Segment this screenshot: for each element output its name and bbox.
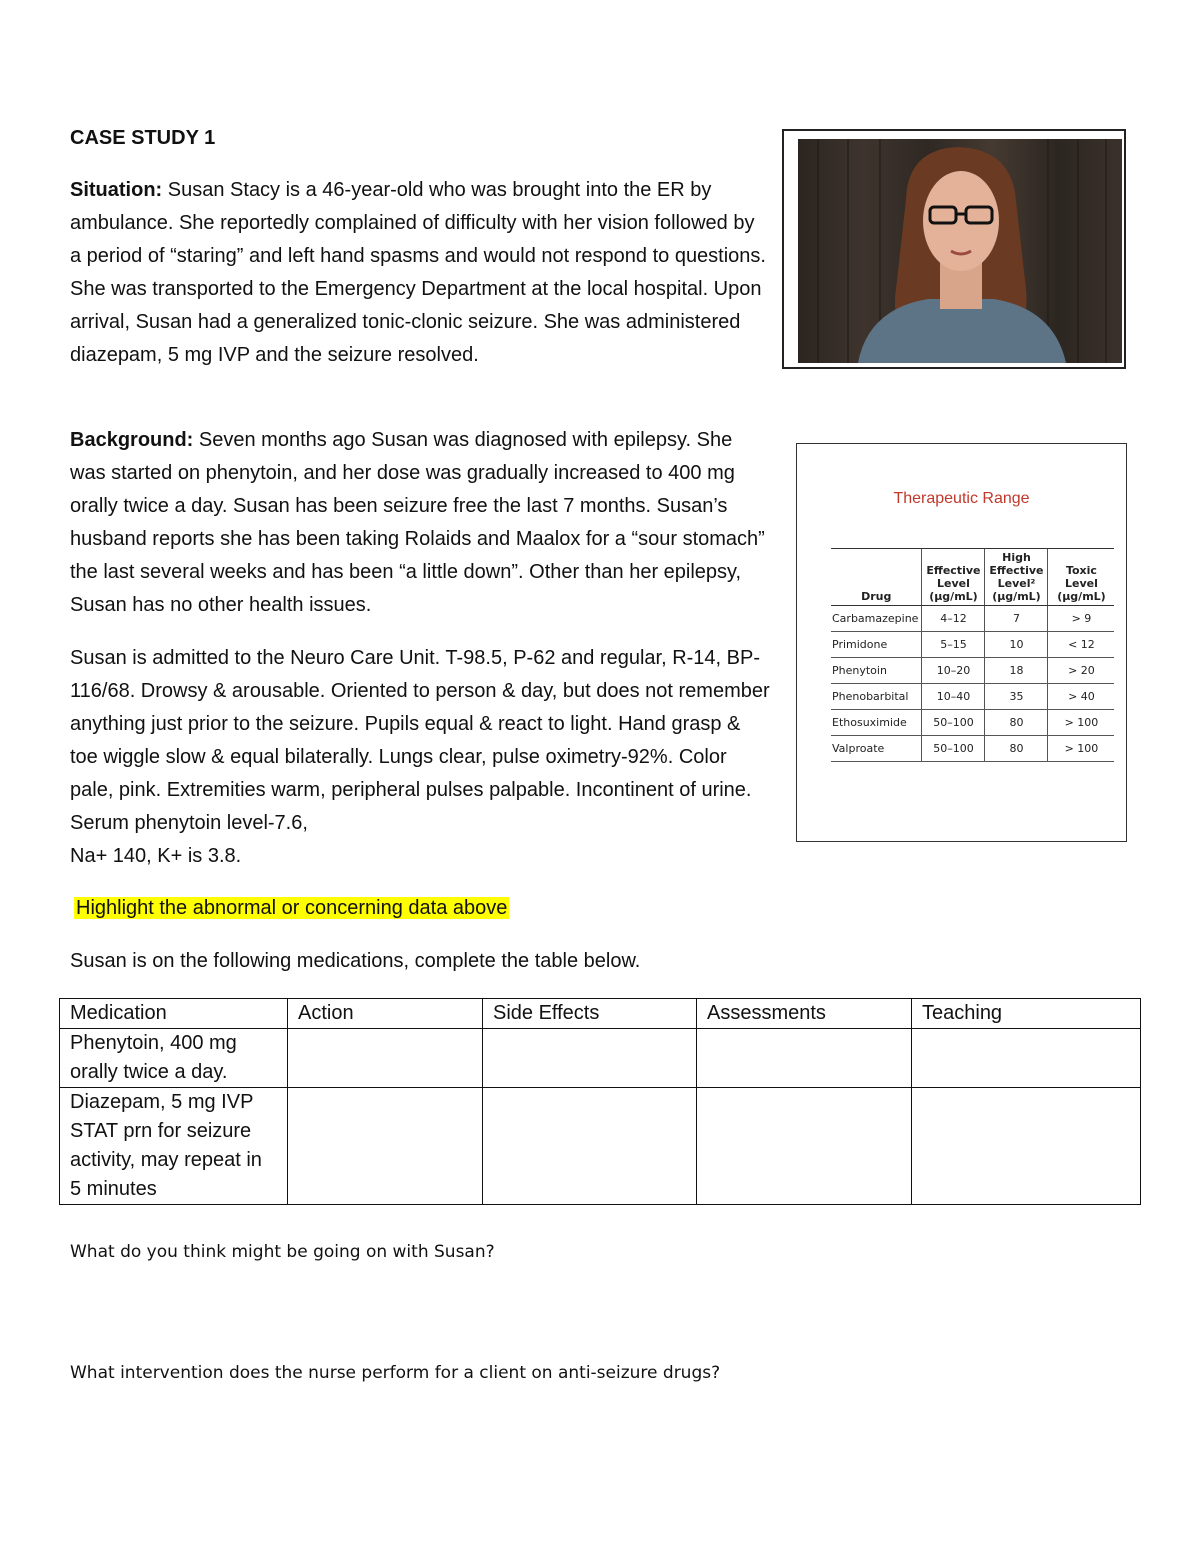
therapeutic-cell: > 100 bbox=[1048, 736, 1115, 762]
therapeutic-range-table bbox=[831, 548, 1114, 762]
therapeutic-row bbox=[831, 632, 1114, 658]
therapeutic-cell: 5–15 bbox=[922, 632, 985, 658]
admission-text-labs: Na+ 140, K+ is 3.8. bbox=[70, 845, 242, 867]
therapeutic-cell: 80 bbox=[985, 736, 1048, 762]
therapeutic-cell: Carbamazepine bbox=[831, 606, 922, 632]
side-effects-cell[interactable] bbox=[483, 1029, 697, 1088]
background-paragraph bbox=[70, 424, 770, 622]
therapeutic-cell: 35 bbox=[985, 684, 1048, 710]
therapeutic-row bbox=[831, 606, 1114, 632]
case-study-title: CASE STUDY 1 bbox=[70, 127, 216, 149]
highlight-instruction bbox=[74, 893, 509, 923]
action-cell[interactable] bbox=[288, 1029, 483, 1088]
question-intervention: What intervention does the nurse perform for a client on anti-seizure drugs? bbox=[70, 1363, 721, 1383]
medications-table bbox=[59, 998, 1141, 1205]
medications-header-action: Action bbox=[288, 999, 483, 1029]
therapeutic-cell: Valproate bbox=[831, 736, 922, 762]
medications-header-side-effects: Side Effects bbox=[483, 999, 697, 1029]
admission-text: Susan is admitted to the Neuro Care Unit. T-98.5, P-62 and regular, R-14, BP-116/68. Drowsy & arousable. Oriented to person & day, but does not remember anything just prior to the seizure. Pupils equal & react to light. Hand grasp & toe wiggle slow & equal bilaterally. Lungs clear, pulse oximetry-92%. Color pale, pink. Extremities warm, peripheral pulses palpable. Incontinent of urine. Serum phenytoin level-7.6, bbox=[70, 647, 770, 834]
therapeutic-cell: 10–40 bbox=[922, 684, 985, 710]
question-susan: What do you think might be going on with Susan? bbox=[70, 1242, 495, 1262]
therapeutic-cell: 50–100 bbox=[922, 710, 985, 736]
therapeutic-cell: > 20 bbox=[1048, 658, 1115, 684]
therapeutic-cell: > 40 bbox=[1048, 684, 1115, 710]
background-label: Background: bbox=[70, 429, 194, 451]
therapeutic-cell: > 9 bbox=[1048, 606, 1115, 632]
medications-header-medication: Medication bbox=[60, 999, 288, 1029]
therapeutic-range-title: Therapeutic Range bbox=[893, 490, 1030, 507]
table-row bbox=[60, 1088, 1141, 1205]
side-effects-cell[interactable] bbox=[483, 1088, 697, 1205]
teaching-cell[interactable] bbox=[912, 1088, 1141, 1205]
patient-photo-frame bbox=[782, 129, 1126, 369]
situation-text: Susan Stacy is a 46-year-old who was brought into the ER by ambulance. She reportedly complained of difficulty with her vision followed by a period of “staring” and left hand spasms and would not respond to questions. She was transported to the Emergency Department at the local hospital. Upon arrival, Susan had a generalized tonic-clonic seizure. She was administered diazepam, 5 mg IVP and the seizure resolved. bbox=[70, 179, 766, 366]
therapeutic-cell: Primidone bbox=[831, 632, 922, 658]
action-cell[interactable] bbox=[288, 1088, 483, 1205]
therapeutic-cell: > 100 bbox=[1048, 710, 1115, 736]
medication-cell: Phenytoin, 400 mg orally twice a day. bbox=[60, 1029, 288, 1088]
therapeutic-cell: Phenytoin bbox=[831, 658, 922, 684]
therapeutic-header-effective: Effective Level (µg/mL) bbox=[922, 549, 985, 606]
therapeutic-cell: < 12 bbox=[1048, 632, 1115, 658]
medication-cell: Diazepam, 5 mg IVP STAT prn for seizure activity, may repeat in 5 minutes bbox=[60, 1088, 288, 1205]
therapeutic-cell: Phenobarbital bbox=[831, 684, 922, 710]
therapeutic-row bbox=[831, 684, 1114, 710]
therapeutic-cell: 4–12 bbox=[922, 606, 985, 632]
therapeutic-cell: 10–20 bbox=[922, 658, 985, 684]
therapeutic-header-row bbox=[831, 549, 1114, 606]
therapeutic-cell: 10 bbox=[985, 632, 1048, 658]
assessments-cell[interactable] bbox=[697, 1029, 912, 1088]
medications-header-row bbox=[60, 999, 1141, 1029]
table-row bbox=[60, 1029, 1141, 1088]
therapeutic-range-figure bbox=[796, 443, 1127, 842]
medications-header-assessments: Assessments bbox=[697, 999, 912, 1029]
therapeutic-header-high: High Effective Level² (µg/mL) bbox=[985, 549, 1048, 606]
therapeutic-row bbox=[831, 710, 1114, 736]
therapeutic-cell: 50–100 bbox=[922, 736, 985, 762]
therapeutic-cell: 7 bbox=[985, 606, 1048, 632]
therapeutic-row bbox=[831, 736, 1114, 762]
patient-photo bbox=[798, 139, 1122, 363]
medications-header-teaching: Teaching bbox=[912, 999, 1141, 1029]
therapeutic-header-drug: Drug bbox=[831, 549, 922, 606]
medications-intro: Susan is on the following medications, complete the table below. bbox=[70, 950, 641, 972]
patient-portrait-illustration bbox=[798, 139, 1122, 363]
therapeutic-row bbox=[831, 658, 1114, 684]
admission-paragraph bbox=[70, 642, 770, 873]
highlight-instruction-text: Highlight the abnormal or concerning data above bbox=[76, 897, 508, 919]
situation-paragraph bbox=[70, 174, 770, 372]
teaching-cell[interactable] bbox=[912, 1029, 1141, 1088]
therapeutic-cell: 80 bbox=[985, 710, 1048, 736]
therapeutic-cell: Ethosuximide bbox=[831, 710, 922, 736]
assessments-cell[interactable] bbox=[697, 1088, 912, 1205]
background-text: Seven months ago Susan was diagnosed with epilepsy. She was started on phenytoin, and her dose was gradually increased to 400 mg orally twice a day. Susan has been seizure free the last 7 months. Susan’s husband reports she has been taking Rolaids and Maalox for a “sour stomach” the last several weeks and has been “a little down”. Other than her epilepsy, Susan has no other health issues. bbox=[70, 429, 765, 616]
situation-label: Situation: bbox=[70, 179, 163, 201]
therapeutic-header-toxic: Toxic Level (µg/mL) bbox=[1048, 549, 1115, 606]
therapeutic-cell: 18 bbox=[985, 658, 1048, 684]
